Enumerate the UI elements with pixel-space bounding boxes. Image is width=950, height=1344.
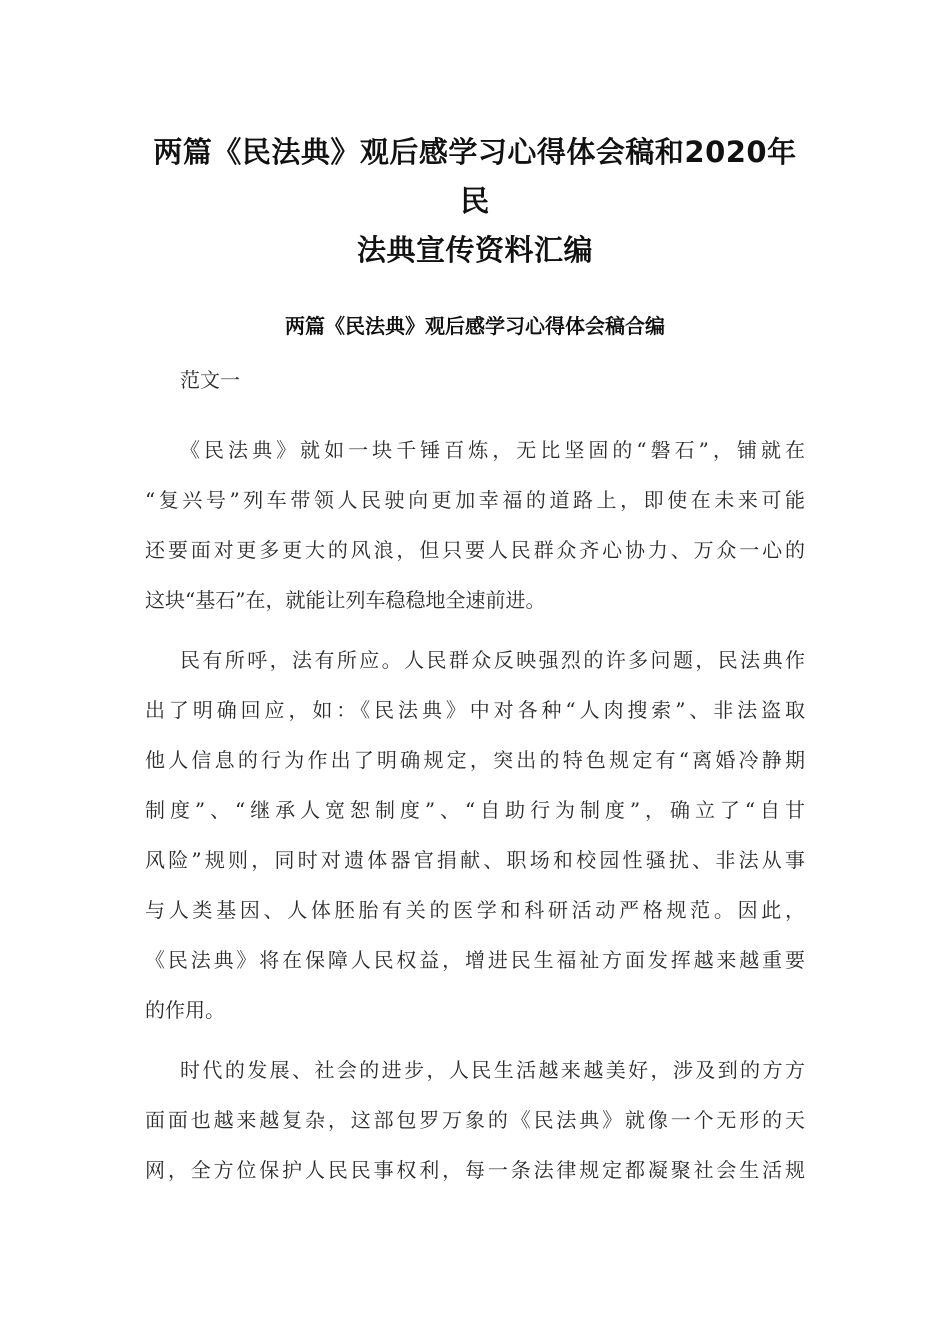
paragraph-line: 风险”规则，同时对遗体器官捐献、职场和校园性骚扰、非法从事	[145, 848, 805, 872]
paragraph-line: 《民法典》将在保障人民权益，增进民生福祉方面发挥越来越重要	[145, 948, 805, 972]
paragraph-line: 这块“基石”在，就能让列车稳稳地全速前进。	[145, 588, 546, 612]
paragraph-line: 还要面对更多更大的风浪，但只要人民群众齐心协力、万众一心的	[145, 538, 805, 562]
paragraph-line: 面面也越来越复杂，这部包罗万象的《民法典》就像一个无形的天	[145, 1108, 805, 1132]
paragraph-line: 与人类基因、人体胚胎有关的医学和科研活动严格规范。因此，	[145, 898, 805, 922]
paragraph-line: 制度”、“继承人宽恕制度”、“自助行为制度”，确立了“自甘	[145, 798, 805, 822]
sample-label: 范文一	[180, 368, 240, 392]
document-title	[140, 128, 810, 275]
paragraph-line: 民有所呼，法有所应。人民群众反映强烈的许多问题，民法典作	[180, 648, 805, 672]
paragraph-line: 《民法典》就如一块千锤百炼，无比坚固的“磐石”，铺就在	[180, 438, 805, 462]
paragraph-line: “复兴号”列车带领人民驶向更加幸福的道路上，即使在未来可能	[145, 488, 805, 512]
paragraph-line: 他人信息的行为作出了明确规定，突出的特色规定有“离婚冷静期	[145, 748, 805, 772]
document-title-line-1: 两篇《民法典》观后感学习心得体会稿和2020年民	[153, 135, 797, 218]
paragraph-line: 的作用。	[145, 998, 225, 1022]
sample-label-block	[145, 355, 805, 405]
paragraph-3	[145, 1045, 805, 1195]
section-heading: 两篇《民法典》观后感学习心得体会稿合编	[285, 314, 665, 338]
paragraph-line: 出了明确回应，如：《民法典》中对各种“人肉搜索”、非法盗取	[145, 698, 805, 722]
paragraph-2	[145, 635, 805, 1035]
paragraph-line: 时代的发展、社会的进步，人民生活越来越美好，涉及到的方方	[180, 1058, 805, 1082]
paragraph-1	[145, 425, 805, 625]
document-title-line-2: 法典宣传资料汇编	[356, 233, 593, 267]
paragraph-line: 网，全方位保护人民民事权利，每一条法律规定都凝聚社会生活规	[145, 1158, 805, 1182]
